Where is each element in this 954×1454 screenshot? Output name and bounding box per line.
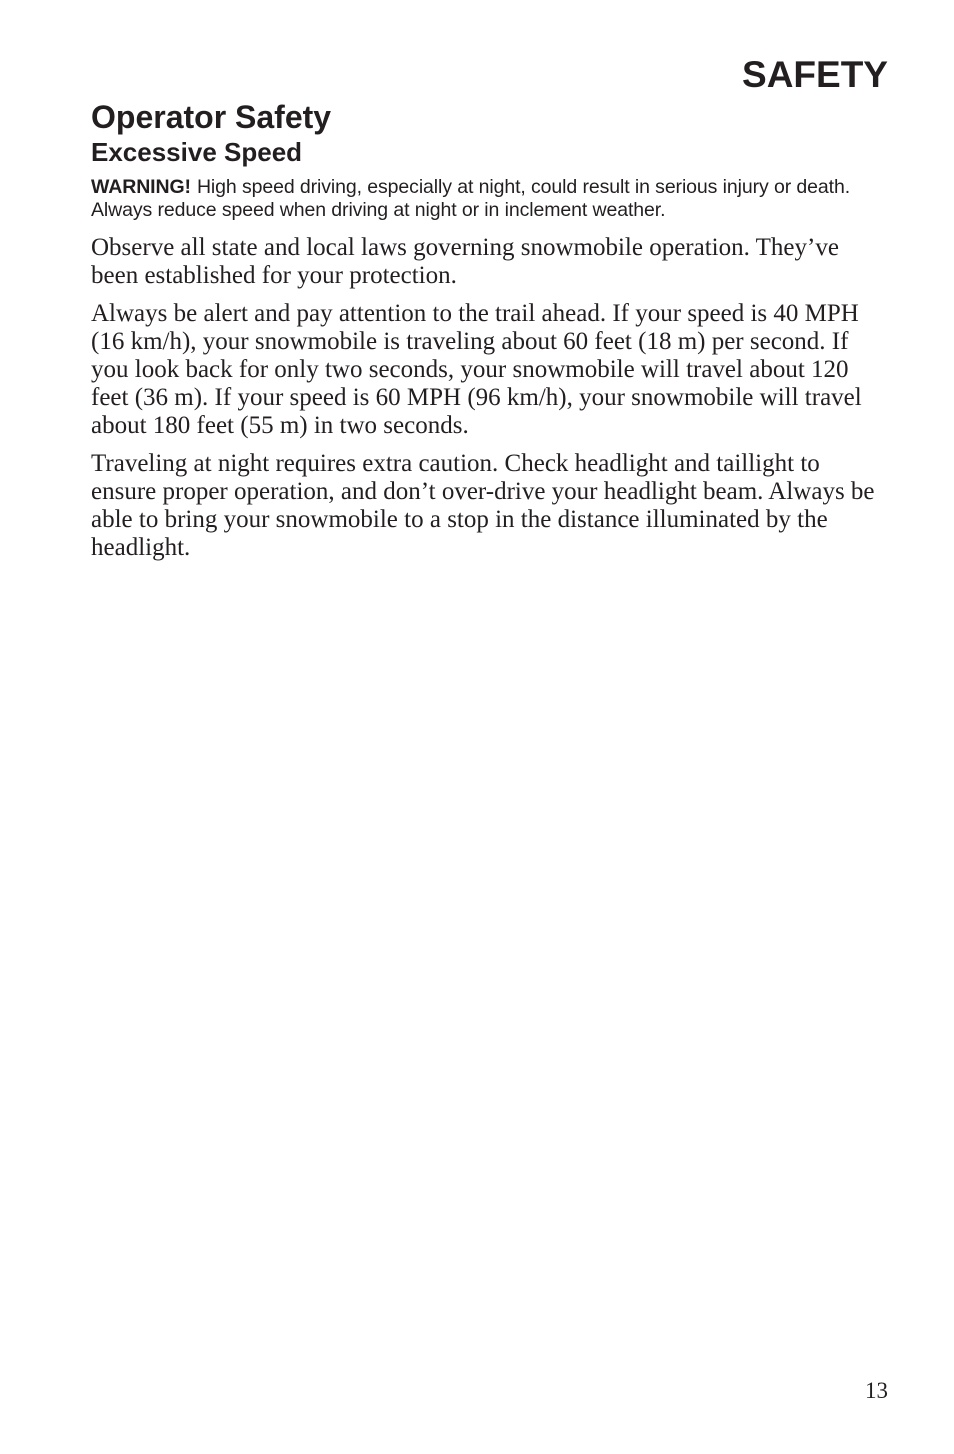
body-paragraph: Traveling at night requires extra caution. Check headlight and taillight to ensure proper operation, and don’t over-drive your headlight beam. Always be able to bring your snowmobile to a stop in the distance illuminated by the headlight. — [91, 450, 875, 561]
page-subheading: Excessive Speed — [91, 137, 303, 167]
section-title: SAFETY — [742, 54, 888, 95]
body-paragraph: Always be alert and pay attention to the trail ahead. If your speed is 40 MPH (16 km/h), your snowmobile is traveling about 60 feet (18 m) per second. If you look back for only two seconds, your snowmobile will travel about 120 feet (36 m). If your speed is 60 MPH (96 km/h), your snowmobile will travel about 180 feet (55 m) in two seconds. — [91, 300, 862, 439]
page-number: 13 — [865, 1378, 888, 1403]
page-content — [91, 98, 888, 572]
body-paragraph: Observe all state and local laws governing snowmobile operation. They’ve been established for your protection. — [91, 234, 839, 289]
warning-text: High speed driving, especially at night, could result in serious injury or death. Always reduce speed when driving at night or in inclement weather. — [91, 176, 851, 221]
warning-block — [91, 176, 888, 222]
page-heading: Operator Safety — [91, 99, 332, 135]
warning-label: WARNING! — [91, 176, 191, 198]
